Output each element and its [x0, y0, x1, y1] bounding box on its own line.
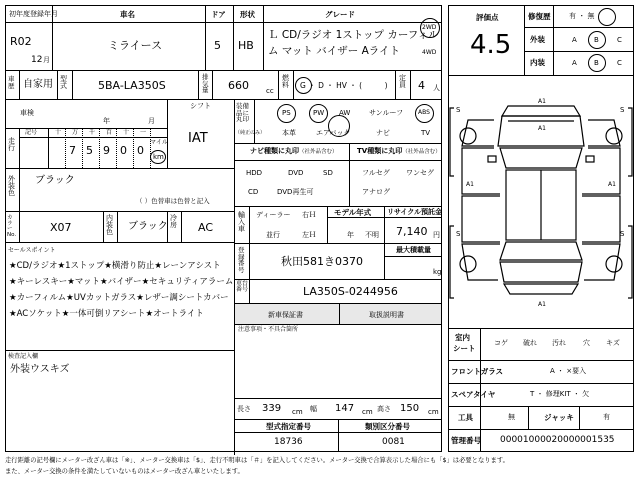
mile-label: マイル [150, 139, 168, 146]
mileage-label: 走行 [8, 137, 15, 152]
equip-airbag: エアバック [316, 129, 351, 137]
inspection-month-label: 月 [148, 117, 155, 125]
nav-label [250, 148, 338, 156]
equip-sunroof: サンルーフ [369, 109, 404, 117]
exterior-color: ブラック [35, 175, 75, 186]
nav-dvd: DVD [288, 169, 304, 177]
type-number-label: 型式指定番号 [266, 422, 311, 431]
equip-abs: ABS [418, 109, 430, 116]
int-grade-label: 内装 [530, 58, 545, 67]
grade-line1: Ｌ CD/ラジオ 1ストップ カーフィル [268, 29, 439, 41]
digit-4: 0 [120, 144, 127, 157]
fuel-options: G ・ D ・ HV ・ ( ) [300, 81, 388, 90]
tv-label-text: TV種類に丸印 [357, 147, 403, 155]
type-number: 18736 [274, 437, 303, 447]
car-name-label: 車名 [120, 10, 135, 19]
interior-burn: コゲ [494, 339, 508, 347]
new-car-warranty: 新車保証書 [268, 311, 303, 319]
tools-value: 無 [508, 413, 515, 421]
equipment-label: 装備品に丸印 [236, 102, 249, 123]
capacity-unit: 人 [433, 84, 440, 92]
grade-line2: ム マット バイザー Aライト [268, 45, 400, 57]
tools-label: 工具 [458, 413, 473, 422]
class-number: 0081 [382, 437, 405, 447]
marker-a1-right: A1 [608, 181, 616, 188]
import-dealer: ディーラー [256, 211, 291, 219]
inspector-note: 外装ウスキズ [10, 364, 70, 375]
grade-label: グレード [325, 10, 355, 19]
interior-sheet-label-1: 室内 [455, 333, 470, 342]
digit-3: 9 [103, 144, 110, 157]
first-reg-month: 12 [31, 55, 43, 65]
ext-grade-label: 外装 [530, 35, 545, 44]
class-number-label: 類別区分番号 [365, 422, 410, 431]
drive-4wd: 4WD [422, 49, 437, 56]
marker-s-fl: S [456, 106, 461, 114]
sales-line-2: ★カーフィルム★UVカットガラス★レザー調シートカバー [9, 293, 229, 303]
digit-h1: 十 [55, 129, 62, 136]
import-parallel: 並行 [266, 231, 280, 239]
nav-cd: CD [248, 188, 259, 196]
equip-pw: PW [313, 109, 325, 117]
tv-analog: アナログ [362, 188, 390, 196]
management-number: 00001000020000001535 [500, 435, 615, 445]
sales-line-0: ★CD/ラジオ★1ストップ★横滑り防止★レーンアシスト [9, 261, 221, 271]
ac-label: 冷房 [170, 214, 177, 229]
tv-oneseg: ワンセグ [406, 169, 434, 177]
footer-line2: また、メーター交換の条件を満たしていないものはメーター改ざん車といたします。 [5, 468, 244, 475]
interior-dirt: 汚れ [552, 339, 566, 347]
ext-grade-a: A [572, 36, 577, 44]
nav-label-text: ナビ種類に丸印 [250, 147, 299, 155]
marker-a1-rear: A1 [538, 301, 546, 308]
height: 150 [400, 403, 420, 414]
notes-label: 注意事項・不具合箇所 [238, 326, 299, 333]
displacement: 660 [228, 79, 249, 92]
interior-color-label: 内装色 [106, 214, 113, 236]
interior-hole: 穴 [583, 339, 590, 347]
digit-h2: 万 [72, 129, 79, 136]
marker-a1-left: A1 [466, 181, 474, 188]
first-reg-era: R02 [10, 35, 32, 48]
fuel-label: 燃料 [282, 74, 289, 89]
owner-manual: 取扱説明書 [369, 311, 404, 319]
first-reg-label: 初年度登録年月 [9, 10, 58, 18]
model: 5BA-LA350S [98, 79, 166, 92]
color-code-label: カラーNo. [7, 215, 17, 238]
jack-value: 有 [603, 413, 610, 421]
inspection-year-label: 年 [103, 117, 110, 125]
footer-line1: 走行距離の記号欄にメーター改ざん車は「※」、メーター交換車は「$」、走行不明車は「＃」を記入してください。メーター交換で合算表示した場合にも「$」は必要となります。 [5, 457, 509, 464]
car-name: ミライース [108, 39, 163, 52]
exterior-note: （ ）色替車は色替と記入 [136, 197, 210, 205]
int-grade-b: B [594, 59, 599, 67]
import-left: 左Ｈ [302, 231, 316, 239]
model-year-unknown: 不明 [365, 231, 379, 239]
interior-tear: 破れ [523, 339, 537, 347]
equip-tv: TV [421, 129, 431, 137]
car-damage-diagram [448, 76, 634, 328]
shift: IAT [188, 131, 208, 146]
spare-tire-label: スペアタイヤ [451, 390, 496, 399]
nav-hdd: HDD [246, 169, 263, 177]
int-grade-c: C [617, 59, 622, 67]
repair-label: 修復歴 [528, 12, 551, 21]
ext-grade-c: C [617, 36, 622, 44]
first-reg-month-unit: 月 [43, 56, 50, 64]
repair-options: 有 ・ 無 [569, 12, 595, 20]
spare-tire-options: T ・ 修理KIT ・ 欠 [530, 390, 590, 398]
import-label: 輸入車 [238, 211, 245, 233]
grade-score: 4.5 [470, 30, 512, 60]
tv-label-note: （社外品含む） [402, 149, 441, 155]
digit-h3: 千 [89, 129, 96, 136]
category-label: 車歴 [8, 75, 15, 90]
grade-label-right: 評価点 [476, 13, 499, 22]
marker-a1-hood: A1 [538, 125, 546, 132]
equip-navi: ナビ [376, 129, 390, 137]
width: 147 [335, 403, 355, 414]
interior-color: ブラック [128, 221, 168, 232]
int-grade-a: A [572, 59, 577, 67]
shift-label: シフト [190, 102, 211, 110]
exterior-label: 外装色 [8, 175, 15, 197]
digit-1: 7 [69, 144, 76, 157]
nav-sd: SD [323, 169, 333, 177]
height-label: 高さ [377, 405, 391, 413]
management-label: 管理番号 [451, 436, 481, 445]
max-load-unit: kg [433, 268, 442, 276]
shape-label: 形状 [240, 10, 255, 19]
recycle-unit: 円 [433, 231, 440, 239]
tv-label [357, 148, 441, 156]
color-code: X07 [50, 221, 72, 234]
equip-leather: 本革 [282, 129, 296, 137]
width-unit: cm [362, 408, 373, 416]
recycle-amount: 7,140 [396, 225, 428, 238]
jack-label: ジャッキ [544, 413, 574, 422]
vin-label: 車台番号 [236, 280, 249, 293]
marker-a1-front: A1 [538, 98, 546, 105]
digit-2: 5 [86, 144, 93, 157]
import-right: 右Ｈ [302, 211, 316, 219]
digit-h0: 記号 [25, 129, 38, 136]
model-year-label: モデル年式 [334, 208, 372, 217]
front-glass-options: A ・ ×要入 [550, 367, 587, 375]
model-label: 型式 [60, 75, 67, 90]
displacement-unit: cc [266, 87, 274, 95]
vin-number: LA350S-0244956 [303, 285, 398, 298]
inspection-label: 車検 [20, 109, 34, 117]
displacement-label: 排気量 [202, 73, 209, 94]
digit-h5: 十 [123, 129, 130, 136]
capacity: 4 [418, 79, 425, 92]
marker-s-rr: S [620, 230, 625, 238]
marker-s-rl: S [456, 230, 461, 238]
drive-2wd: 2WD [422, 24, 437, 31]
doors-label: ドア [211, 10, 226, 19]
digit-h4: 百 [106, 129, 113, 136]
interior-scratch: キズ [606, 339, 620, 347]
height-unit: cm [428, 408, 439, 416]
ac: AC [198, 221, 214, 234]
equip-aw: AW [339, 109, 351, 117]
registration-plate: 秋田581き0370 [281, 255, 363, 268]
registration-label: 登録番号 [238, 246, 245, 274]
length: 339 [262, 403, 282, 414]
warranty-shade [235, 304, 441, 324]
repair-circle [598, 8, 616, 26]
length-label: 長さ [237, 405, 251, 413]
ext-grade-b: B [594, 36, 599, 44]
digit-5: 0 [137, 144, 144, 157]
equip-ps: PS [282, 109, 291, 117]
sales-line-3: ★ACソケット★一体可倒リアシート★オートライト [9, 309, 204, 319]
capacity-label: 定員 [399, 74, 406, 89]
length-unit: cm [292, 408, 303, 416]
doors: 5 [214, 39, 221, 52]
inspector-note-label: 検査記入欄 [8, 353, 39, 360]
km-label: km [153, 153, 164, 161]
width-label: 幅 [310, 405, 317, 413]
digit-h6: 一 [140, 129, 147, 136]
category: 自家用 [23, 79, 53, 90]
nav-dvd-play: DVD再生可 [277, 188, 314, 196]
front-glass-label: フロントガラス [451, 367, 504, 376]
tv-fullseg: フルセグ [362, 169, 390, 177]
nav-label-note: （社外品含む） [299, 149, 338, 155]
recycle-label: リサイクル預託金 [387, 208, 443, 216]
sales-line-1: ★キーレスキー★マット★バイザー★セキュリティアラーム [9, 277, 234, 287]
model-year-unit: 年 [347, 231, 354, 239]
marker-s-fr: S [620, 106, 625, 114]
shape: HB [238, 39, 254, 52]
interior-sheet-label-2: シート [453, 344, 476, 353]
sales-points-label: セールスポイント [8, 247, 56, 254]
max-load-label: 最大積載量 [396, 246, 431, 254]
equipment-sub-label: （純正のみ） [235, 130, 266, 136]
